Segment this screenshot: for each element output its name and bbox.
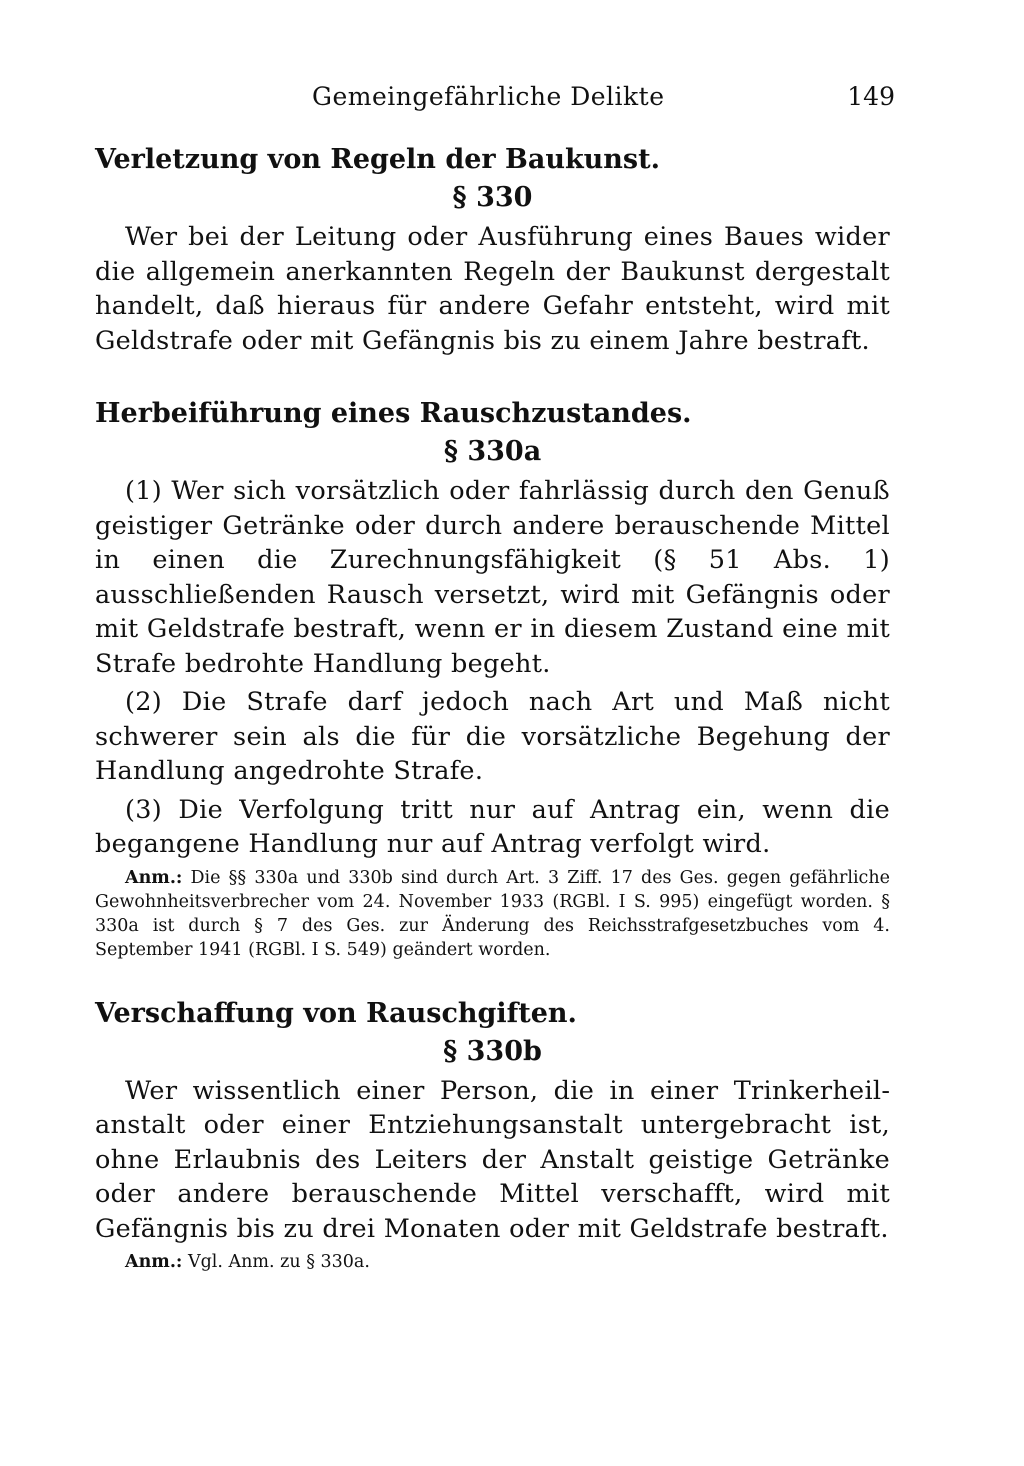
annotation <box>95 1250 890 1274</box>
annotation-text: Die §§ 330a und 330b sind durch Art. 3 Ziff. 17 des Ges. gegen gefährliche Gewohnheitsverbrecher vom 24. November 1933 (RGBl. I S. 995) eingefügt worden. § 330a ist durch § 7 des Ges. zur Änderung des Reichsstrafgesetzbuches vom 4. September 1941 (RGBl. I S. 549) geändert worden. <box>95 867 890 960</box>
paragraph: (2) Die Strafe darf jedoch nach Art und Maß nicht schwerer sein als die für die vorsätzliche Begehung der Handlung angedrohte Strafe. <box>95 687 890 786</box>
section-330 <box>95 142 890 358</box>
annotation-text: Vgl. Anm. zu § 330a. <box>187 1252 370 1272</box>
section-number: § 330a <box>443 436 542 467</box>
section-heading: Verletzung von Regeln der Baukunst. <box>95 144 661 175</box>
section-number: § 330b <box>443 1035 542 1067</box>
paragraph: (1) Wer sich vorsätzlich oder fahrlässig durch den Genuß geistiger Getränke oder durch andere berauschende Mittel in einen die Zurechnungsfähigkeit (§ 51 Abs. 1) ausschließenden Rausch versetzt, wird mit Gefängnis oder mit Geldstrafe bestraft, wenn er in diesem Zustand eine mit Strafe bedrohte Handlung begeht. <box>95 476 890 679</box>
annotation-label: Anm.: <box>125 1252 183 1272</box>
annotation <box>95 866 890 962</box>
annotation-label: Anm.: <box>125 867 183 888</box>
section-heading: Verschaffung von Rauschgiften. <box>95 997 577 1029</box>
section-330b <box>95 996 890 1275</box>
page-body <box>95 142 890 1274</box>
section-330a <box>95 396 890 962</box>
page-header <box>95 82 895 122</box>
paragraph: Wer bei der Leitung oder Ausführung eines Baues wider die allgemein anerkannten Regeln der Baukunst dergestalt handelt, daß hieraus für andere Gefahr entsteht, wird mit Geldstrafe oder mit Gefängnis bis zu einem Jahre bestraft. <box>95 222 890 356</box>
paragraph: (3) Die Verfolgung tritt nur auf Antrag ein, wenn die begangene Handlung nur auf Antrag verfolgt wird. <box>95 794 890 859</box>
paragraph: Wer wissentlich einer Person, die in einer Trinkerheilanstalt oder einer Entziehungsanstalt untergebracht ist, ohne Erlaubnis des Leiters der Anstalt geistige Getränke oder andere berauschende Mittel verschafft, wird mit Gefängnis bis zu drei Monaten oder mit Geldstrafe bestraft. <box>95 1075 890 1244</box>
running-title: Gemeingefährliche Delikte <box>312 82 665 111</box>
section-heading: Herbeiführung eines Rauschzustandes. <box>95 398 692 429</box>
section-number: § 330 <box>452 182 533 213</box>
page-number: 149 <box>847 82 895 111</box>
